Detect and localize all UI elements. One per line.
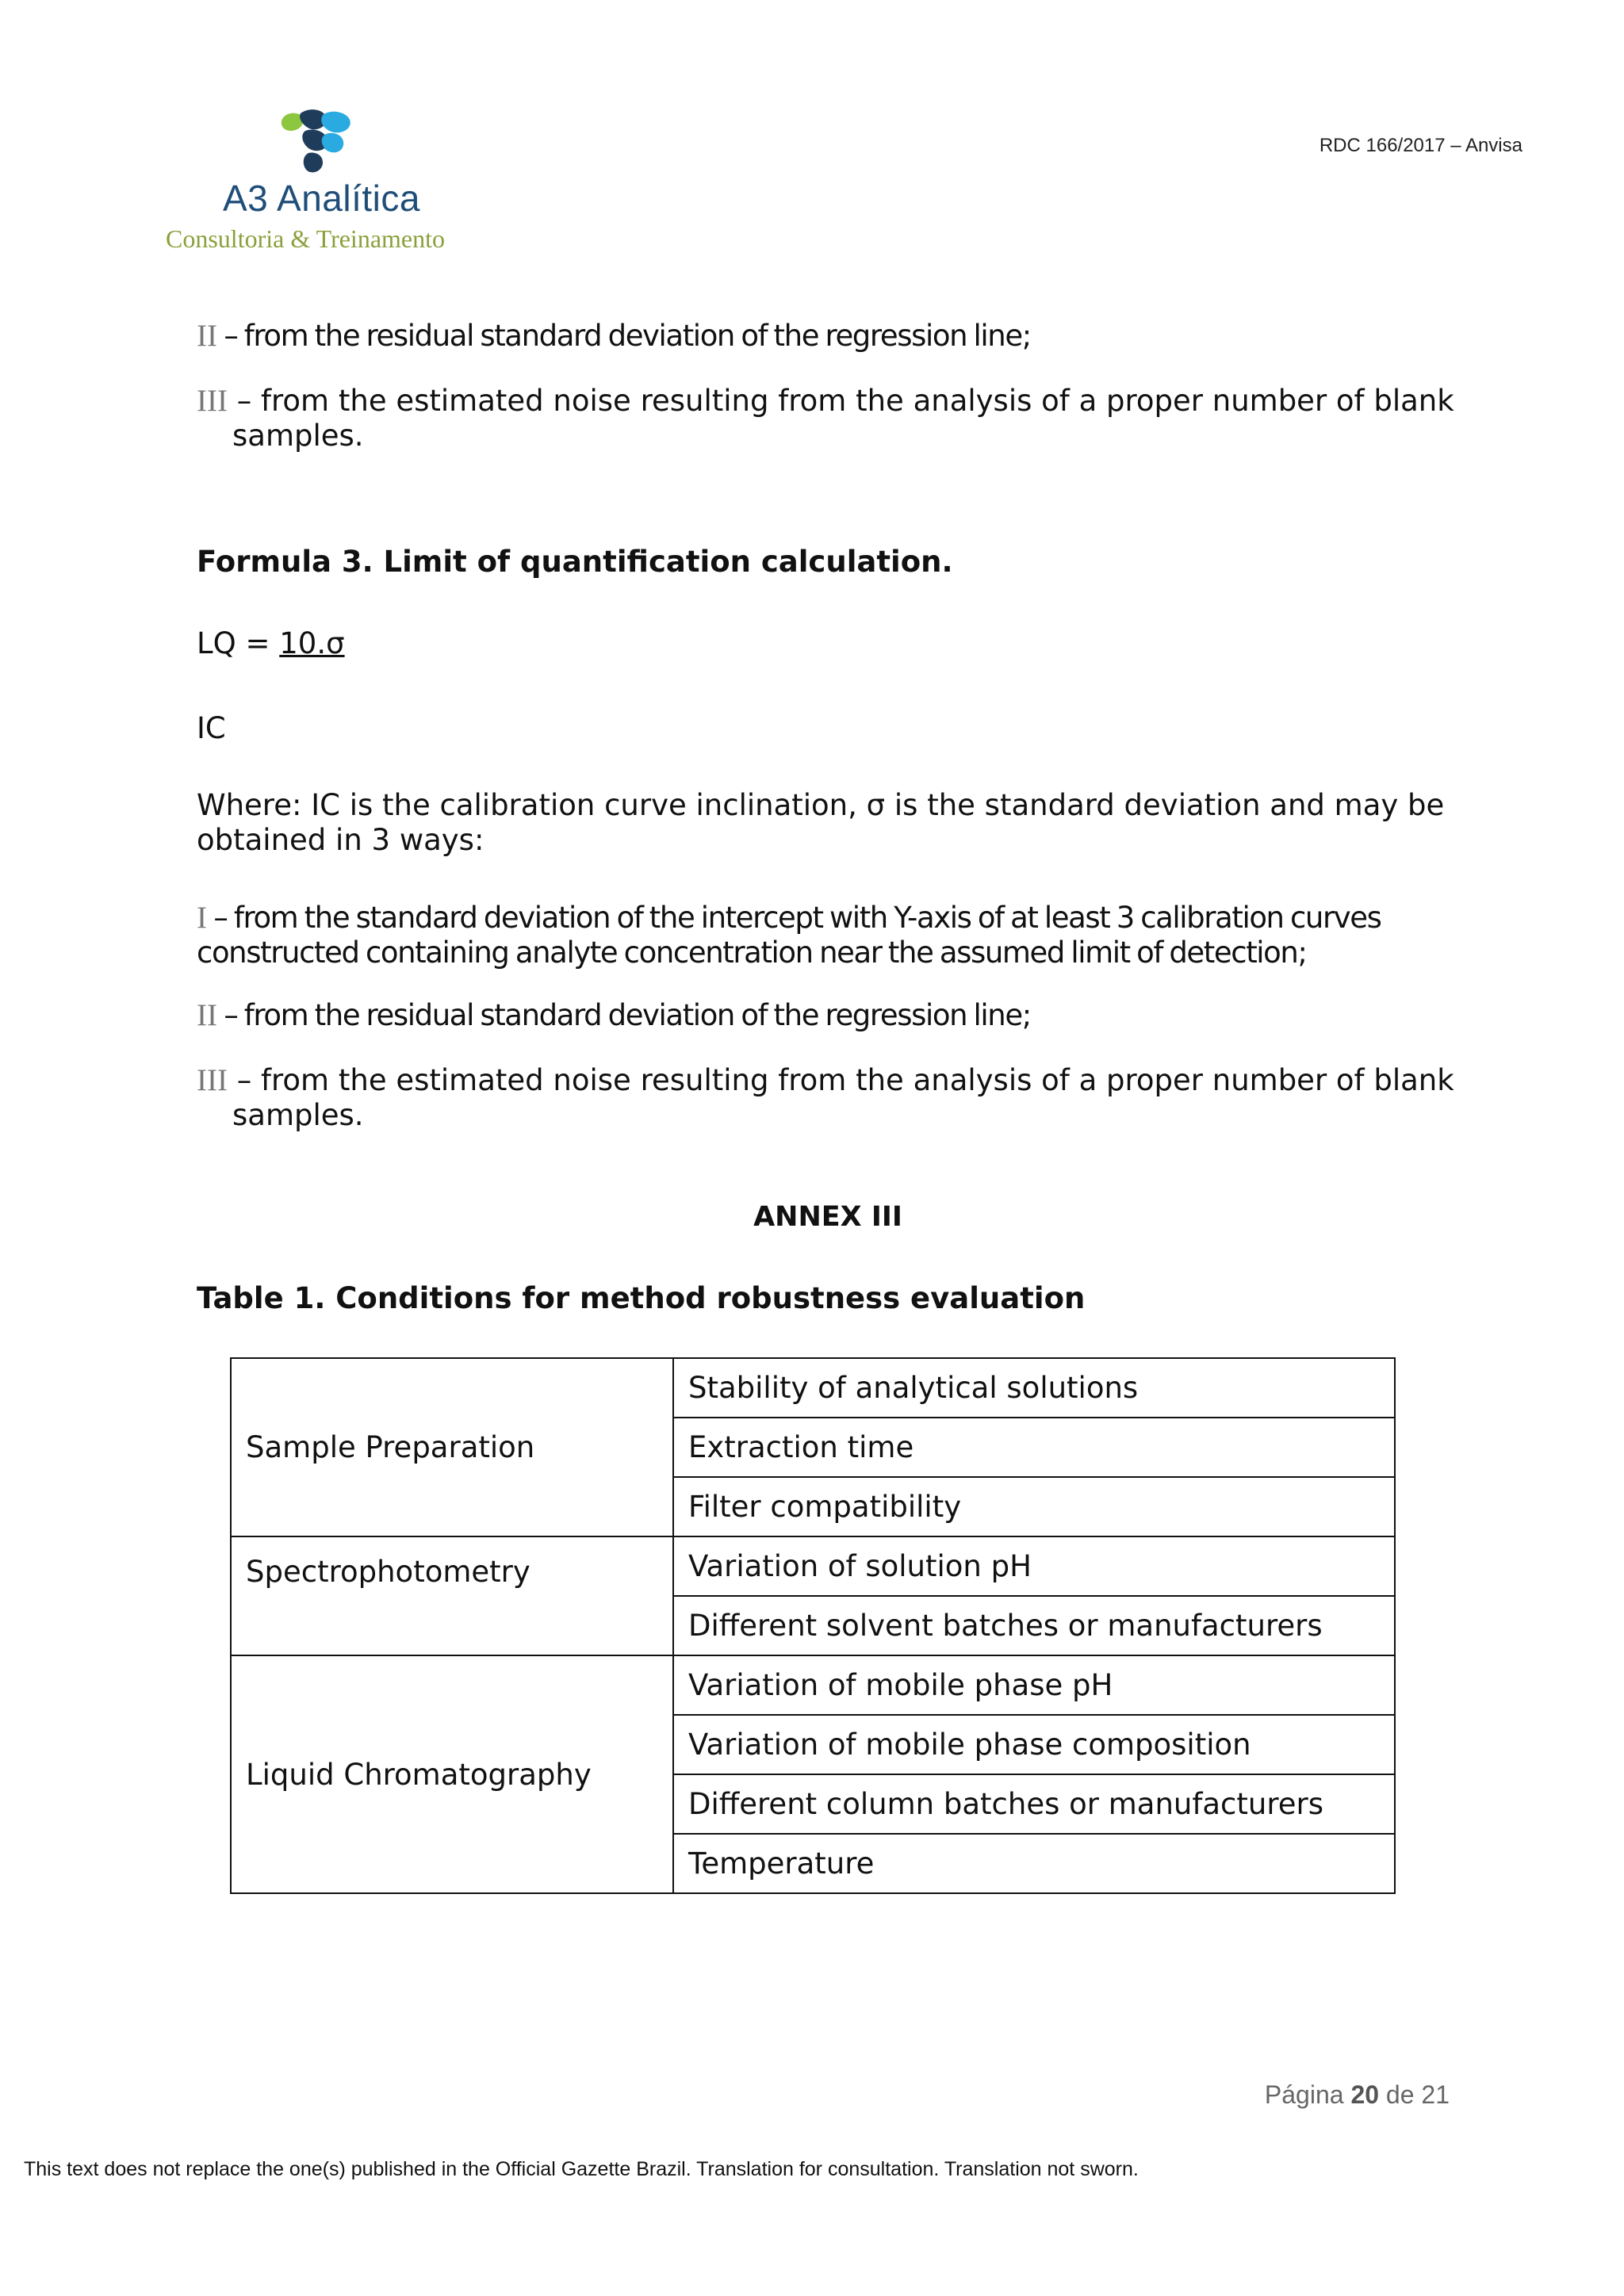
- formula-numerator: 10.σ: [279, 626, 345, 660]
- roman-numeral: III: [197, 1063, 228, 1097]
- condition-cell: Different solvent batches or manufacturers: [673, 1596, 1395, 1655]
- condition-cell: Variation of mobile phase composition: [673, 1715, 1395, 1774]
- group-cell: Sample Preparation: [231, 1358, 673, 1536]
- list-item: [197, 901, 1461, 970]
- condition-cell: Filter compatibility: [673, 1477, 1395, 1536]
- group-cell: Spectrophotometry: [231, 1536, 673, 1655]
- formula-lhs: LQ =: [197, 626, 280, 660]
- roman-numeral: I: [197, 901, 207, 935]
- formula-where: Where: IC is the calibration curve inclination, σ is the standard deviation and may be obtained in 3 ways:: [197, 788, 1445, 857]
- page-current: 20: [1350, 2080, 1380, 2109]
- condition-cell: Variation of mobile phase pH: [673, 1655, 1395, 1715]
- formula-expression: [197, 626, 1461, 661]
- list-item: [197, 998, 1461, 1033]
- formula-title: Formula 3. Limit of quantification calculation.: [197, 545, 953, 579]
- brazil-map-icon: [274, 107, 361, 178]
- page-total: 21: [1421, 2080, 1450, 2109]
- disclaimer: This text does not replace the one(s) published in the Official Gazette Brazil. Translation for consultation. Translation not sworn.: [24, 2158, 1139, 2180]
- condition-cell: Different column batches or manufacturers: [673, 1774, 1395, 1834]
- formula-denominator: IC: [197, 711, 226, 745]
- page-prefix: Página: [1264, 2080, 1351, 2109]
- list-item-text: – from the estimated noise resulting from the analysis of a proper number of blank samples.: [227, 384, 1454, 453]
- document-reference: RDC 166/2017 – Anvisa: [1319, 135, 1522, 156]
- table-row: [231, 1655, 1395, 1715]
- list-item-text: – from the standard deviation of the intercept with Y-axis of at least 3 calibration curves constructed containing analyte concentration near the assumed limit of detection;: [197, 901, 1381, 970]
- group-cell: Liquid Chromatography: [231, 1655, 673, 1893]
- list-item-text: – from the residual standard deviation of the regression line;: [216, 319, 1031, 353]
- list-item-text: – from the estimated noise resulting from the analysis of a proper number of blank samples.: [227, 1063, 1454, 1132]
- table-row: [231, 1536, 1395, 1596]
- table-row: [231, 1358, 1395, 1418]
- page-mid: de: [1379, 2080, 1422, 2109]
- list-item-text: – from the residual standard deviation of the regression line;: [216, 998, 1031, 1032]
- roman-numeral: III: [197, 384, 228, 418]
- logo-subtitle: Consultoria & Treinamento: [166, 224, 445, 253]
- logo-name: A3 Analítica: [223, 178, 420, 219]
- roman-numeral: II: [197, 319, 217, 353]
- condition-cell: Extraction time: [673, 1418, 1395, 1477]
- company-logo: [163, 107, 480, 258]
- roman-numeral: II: [197, 998, 217, 1032]
- list-item: [197, 384, 1497, 453]
- list-item: [197, 1063, 1497, 1133]
- annex-title: ANNEX III: [753, 1201, 902, 1233]
- robustness-table: [230, 1357, 1396, 1894]
- table-title: Table 1. Conditions for method robustness evaluation: [197, 1281, 1086, 1315]
- page-number: [1265, 2080, 1450, 2110]
- condition-cell: Stability of analytical solutions: [673, 1358, 1395, 1418]
- condition-cell: Variation of solution pH: [673, 1536, 1395, 1596]
- condition-cell: Temperature: [673, 1834, 1395, 1893]
- list-item: [197, 319, 1461, 354]
